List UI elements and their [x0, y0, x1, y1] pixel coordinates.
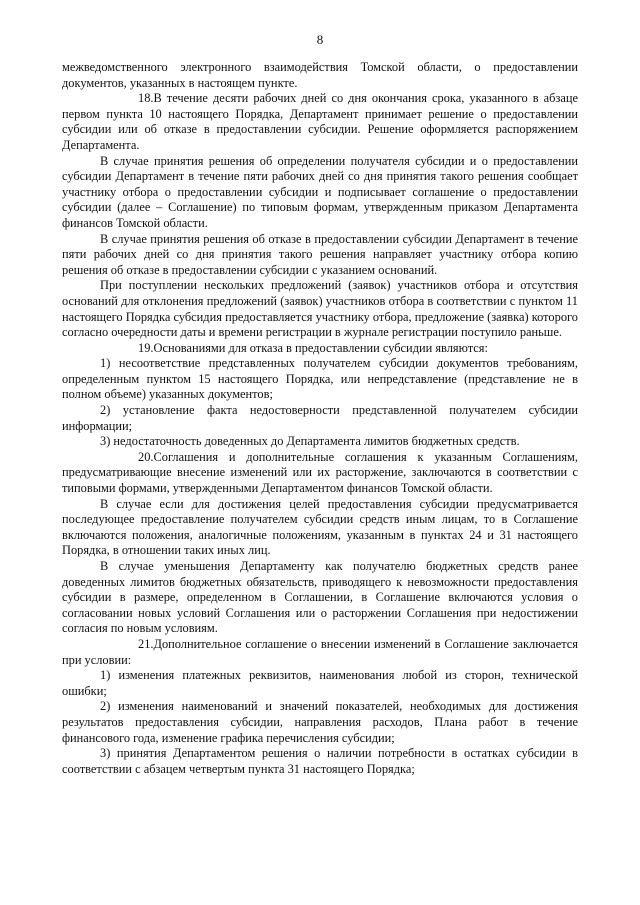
paragraph: [62, 559, 578, 637]
paragraph-number: 21.: [138, 636, 154, 651]
paragraph-text: 1) несоответствие представленных получателем субсидии документов требованиям, определенным пунктом 15 настоящего Порядка, или непредставление (представление не в полном объеме) указанных документов;: [62, 356, 578, 402]
paragraph: [62, 450, 578, 497]
paragraph: [62, 356, 578, 403]
paragraph: [62, 341, 578, 357]
paragraph-text: При поступлении нескольких предложений (заявок) участников отбора и отсутствия оснований для отклонения предложений (заявок) участников отбора в соответствии с пунктом 11 настоящего Порядка субсидия предоставляется участнику отбора, предложение (заявка) которого согласно очередности даты и времени регистрации в журнале регистрации поступило раньше.: [62, 278, 578, 340]
paragraph: [62, 278, 578, 340]
paragraph-number: 20.: [138, 449, 154, 464]
paragraph-text: 2) изменения наименований и значений показателей, необходимых для достижения результатов предоставления субсидии, направления расходов, Плана работ в течение финансового года, изменение графика перечисления субсидии;: [62, 699, 578, 745]
paragraph: [62, 746, 578, 777]
paragraph: [62, 403, 578, 434]
paragraph: [62, 232, 578, 279]
paragraph-text: В случае принятия решения об отказе в предоставлении субсидии Департамент в течение пяти рабочих дней со дня принятия такого решения направляет участнику отбора копию решения об отказе в предоставлении субсидии с указанием оснований.: [62, 231, 578, 277]
document-body: [62, 60, 578, 777]
paragraph-text: Соглашения и дополнительные соглашения к указанным Соглашениям, предусматривающие внесение изменений или их расторжение, заключаются в соответствии с типовыми формами, утвержденными Департаментом финансов Томской области.: [62, 449, 578, 496]
paragraph: [62, 497, 578, 559]
paragraph-text: В случае уменьшения Департаменту как получателю бюджетных средств ранее доведенных лимитов бюджетных обязательств, приводящего к невозможности предоставления субсидии в размере, определенном в Соглашении, в Соглашение включаются условия о согласовании новых условий Соглашения или о расторжении Соглашения при недостижении согласия по новым условиям.: [62, 559, 578, 636]
paragraph-text: межведомственного электронного взаимодействия Томской области, о предоставлении документов, указанных в настоящем пункте.: [62, 60, 578, 90]
paragraph: [62, 91, 578, 153]
paragraph-text: 2) установление факта недостоверности представленной получателем субсидии информации;: [62, 403, 578, 433]
paragraph: [62, 668, 578, 699]
paragraph-text: В случае если для достижения целей предоставления субсидии предусматривается последующее предоставление получателем субсидии средств иным лицам, то в Соглашение включаются положения, аналогичные положениям, указанным в пунктах 24 и 31 настоящего Порядка, в отношении таких иных лиц.: [62, 496, 578, 558]
paragraph-text: Дополнительное соглашение о внесении изменений в Соглашение заключается при условии:: [62, 636, 578, 667]
paragraph: [62, 699, 578, 746]
paragraph-text: 3) принятия Департаментом решения о наличии потребности в остатках субсидии в соответствии с абзацем четвертым пункта 31 настоящего Порядка;: [62, 746, 578, 776]
paragraph-text: 3) недостаточность доведенных до Департамента лимитов бюджетных средств.: [100, 434, 520, 449]
paragraph-text: В течение десяти рабочих дней со дня окончания срока, указанного в абзаце первом пункта 10 настоящего Порядка, Департамент принимает решение о предоставлении субсидии или об отказе в предоставлении субсидии. Решение оформляется распоряжением Департамента.: [62, 91, 578, 152]
paragraph: [62, 60, 578, 91]
paragraph: [62, 637, 578, 668]
paragraph: [62, 434, 578, 450]
paragraph-number: 18.: [138, 91, 154, 106]
paragraph-text: 1) изменения платежных реквизитов, наименования любой из сторон, технической ошибки;: [62, 668, 578, 698]
page-number: 8: [316, 32, 324, 47]
paragraph: [62, 154, 578, 232]
paragraph-text: Основаниями для отказа в предоставлении субсидии являются:: [153, 340, 488, 355]
paragraph-number: 19.: [138, 340, 154, 355]
paragraph-text: В случае принятия решения об определении получателя субсидии и о предоставлении субсидии Департамент в течение пяти рабочих дней со дня принятия такого решения сообщает участнику отбора о предоставлении субсидии и подписывает соглашение о предоставлении субсидии (далее – Соглашение) по типовым формам, утвержденным приказом Департамента финансов Томской области.: [62, 153, 578, 230]
